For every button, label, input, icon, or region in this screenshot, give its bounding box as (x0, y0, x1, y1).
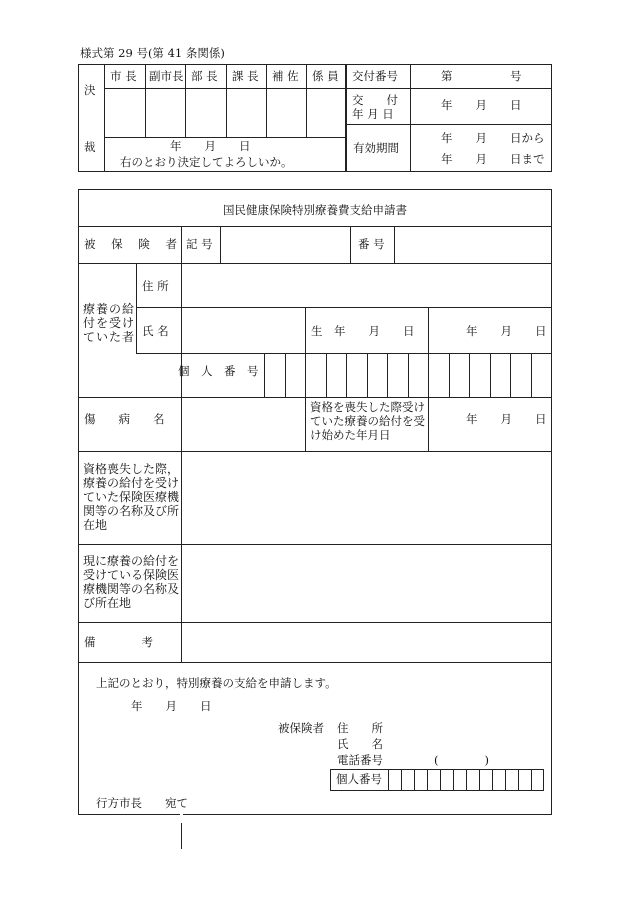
form-title: 国民健康保険特別療養費支給申請書 (223, 203, 407, 217)
issuance-number-label: 交付番号 (352, 69, 398, 83)
declaration-text: 上記のとおり，特別療養の支給を申請します。 (96, 676, 337, 690)
address-label: 住 所 (142, 279, 169, 293)
insured-label: 被 保 険 者 (84, 237, 183, 251)
applicant-label: 被保険者 (278, 721, 324, 735)
phone-parens: ( ) (434, 753, 489, 767)
addressee: 行方市長 宛て (96, 796, 188, 810)
approval-side-top: 決 (84, 83, 96, 97)
curr-institution-label: 現に療養の給付を受けている保険医療機関等の名称及び所在地 (83, 554, 180, 610)
applicant-name-label: 氏 名 (337, 737, 383, 751)
apply-date: 年 月 日 (131, 699, 212, 713)
approval-header-director: 部 長 (191, 69, 218, 83)
start-date-value: 年 月 日 (466, 412, 547, 426)
symbol-label: 記 号 (186, 237, 213, 251)
approval-header-mayor: 市 長 (110, 69, 137, 83)
issuance-number-value: 第 号 (441, 69, 522, 83)
birth-label: 生 年 月 日 (311, 324, 415, 338)
validity-label: 有効期間 (353, 141, 399, 155)
issuance-date-label-2: 年 月 日 (352, 107, 394, 121)
applicant-pn-label: 個人番号 (336, 772, 382, 786)
validity-to: 年 月 日まで (441, 152, 545, 166)
disease-label: 傷 病 名 (84, 412, 165, 426)
phone-label: 電話番号 (337, 753, 383, 767)
approval-header-section-chief: 課 長 (232, 69, 259, 83)
approval-header-deputy-mayor: 副市長 (149, 69, 184, 83)
validity-from: 年 月 日から (441, 131, 545, 145)
approval-header-assistant: 補 佐 (272, 69, 299, 83)
form-number: 様式第 29 号(第 41 条関係) (80, 46, 225, 60)
issuance-date-value: 年 月 日 (441, 98, 522, 112)
name-label: 氏 名 (142, 324, 169, 338)
prev-institution-label: 資格喪失した際，療養の給付を受けていた保険医療機関等の名称及び所在地 (83, 462, 180, 532)
recipient-label: 療養の給付を受けていた者 (83, 302, 136, 344)
number-label: 番 号 (358, 237, 385, 251)
approval-side-bottom: 裁 (84, 140, 96, 154)
personal-number-label: 個 人 番 号 (178, 364, 259, 378)
approval-date: 年 月 日 (170, 139, 251, 153)
approval-header-staff: 係 員 (312, 69, 339, 83)
birth-value: 年 月 日 (466, 324, 547, 338)
issuance-date-label-1: 交 付 (352, 93, 398, 107)
remarks-label: 備 考 (84, 635, 153, 649)
applicant-address-label: 住 所 (337, 721, 383, 735)
approval-note: 右のとおり決定してよろしいか。 (120, 155, 293, 169)
start-date-label: 資格を喪失した際受けていた療養の給付を受け始めた年月日 (310, 400, 425, 442)
